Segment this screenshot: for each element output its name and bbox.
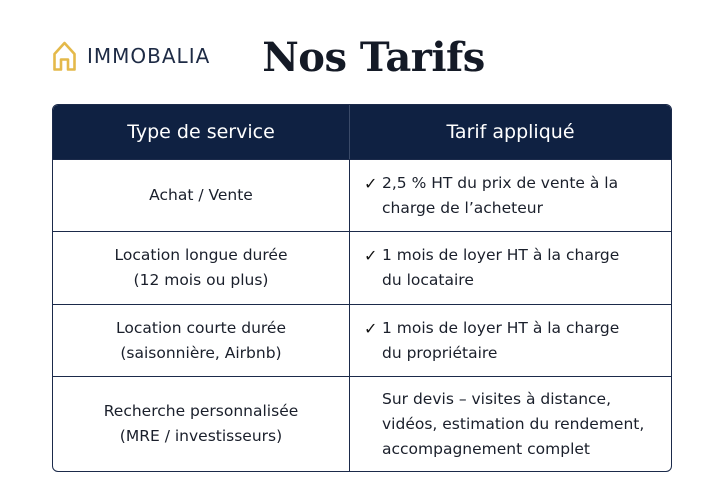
service-cell bbox=[53, 304, 349, 376]
service-line: (saisonnière, Airbnb) bbox=[120, 343, 282, 362]
service-line: Location longue durée bbox=[114, 246, 288, 264]
tarif-line: 1 mois de loyer HT à la charge bbox=[382, 318, 620, 337]
tarif-cell bbox=[349, 376, 671, 471]
service-line: Recherche personnalisée bbox=[103, 402, 299, 420]
tarif-cell bbox=[349, 159, 671, 231]
service-line: (MRE / investisseurs) bbox=[119, 427, 283, 445]
service-line: Achat / Vente bbox=[149, 186, 253, 204]
tarif-line: du propriétaire bbox=[382, 343, 498, 362]
header-tarif: Tarif appliqué bbox=[349, 105, 671, 159]
tarif-line: vidéos, estimation du rendement, bbox=[382, 414, 645, 433]
service-cell bbox=[53, 159, 349, 231]
tarif-line: du locataire bbox=[382, 271, 474, 289]
brand-name: IMMOBALIA bbox=[87, 44, 211, 68]
service-line: (12 mois ou plus) bbox=[133, 271, 269, 289]
tarif-line: 2,5 % HT du prix de vente à la bbox=[382, 173, 619, 192]
page-title: Nos Tarifs bbox=[262, 34, 485, 81]
checkmark-icon: ✓ bbox=[364, 246, 378, 265]
service-cell bbox=[53, 231, 349, 304]
checkmark-icon: ✓ bbox=[364, 318, 378, 338]
tarif-line: Sur devis – visites à distance, bbox=[382, 389, 612, 408]
checkmark-icon: ✓ bbox=[364, 173, 378, 193]
service-line: Location courte durée bbox=[116, 318, 286, 337]
tarif-cell bbox=[349, 231, 671, 304]
tarif-line: charge de l’acheteur bbox=[382, 198, 543, 217]
tarif-line: 1 mois de loyer HT à la charge bbox=[382, 246, 620, 264]
tarif-cell bbox=[349, 304, 671, 376]
header-service: Type de service bbox=[53, 105, 349, 159]
service-cell bbox=[53, 376, 349, 471]
tarif-line: accompagnement complet bbox=[382, 439, 590, 458]
pricing-table bbox=[52, 104, 672, 472]
